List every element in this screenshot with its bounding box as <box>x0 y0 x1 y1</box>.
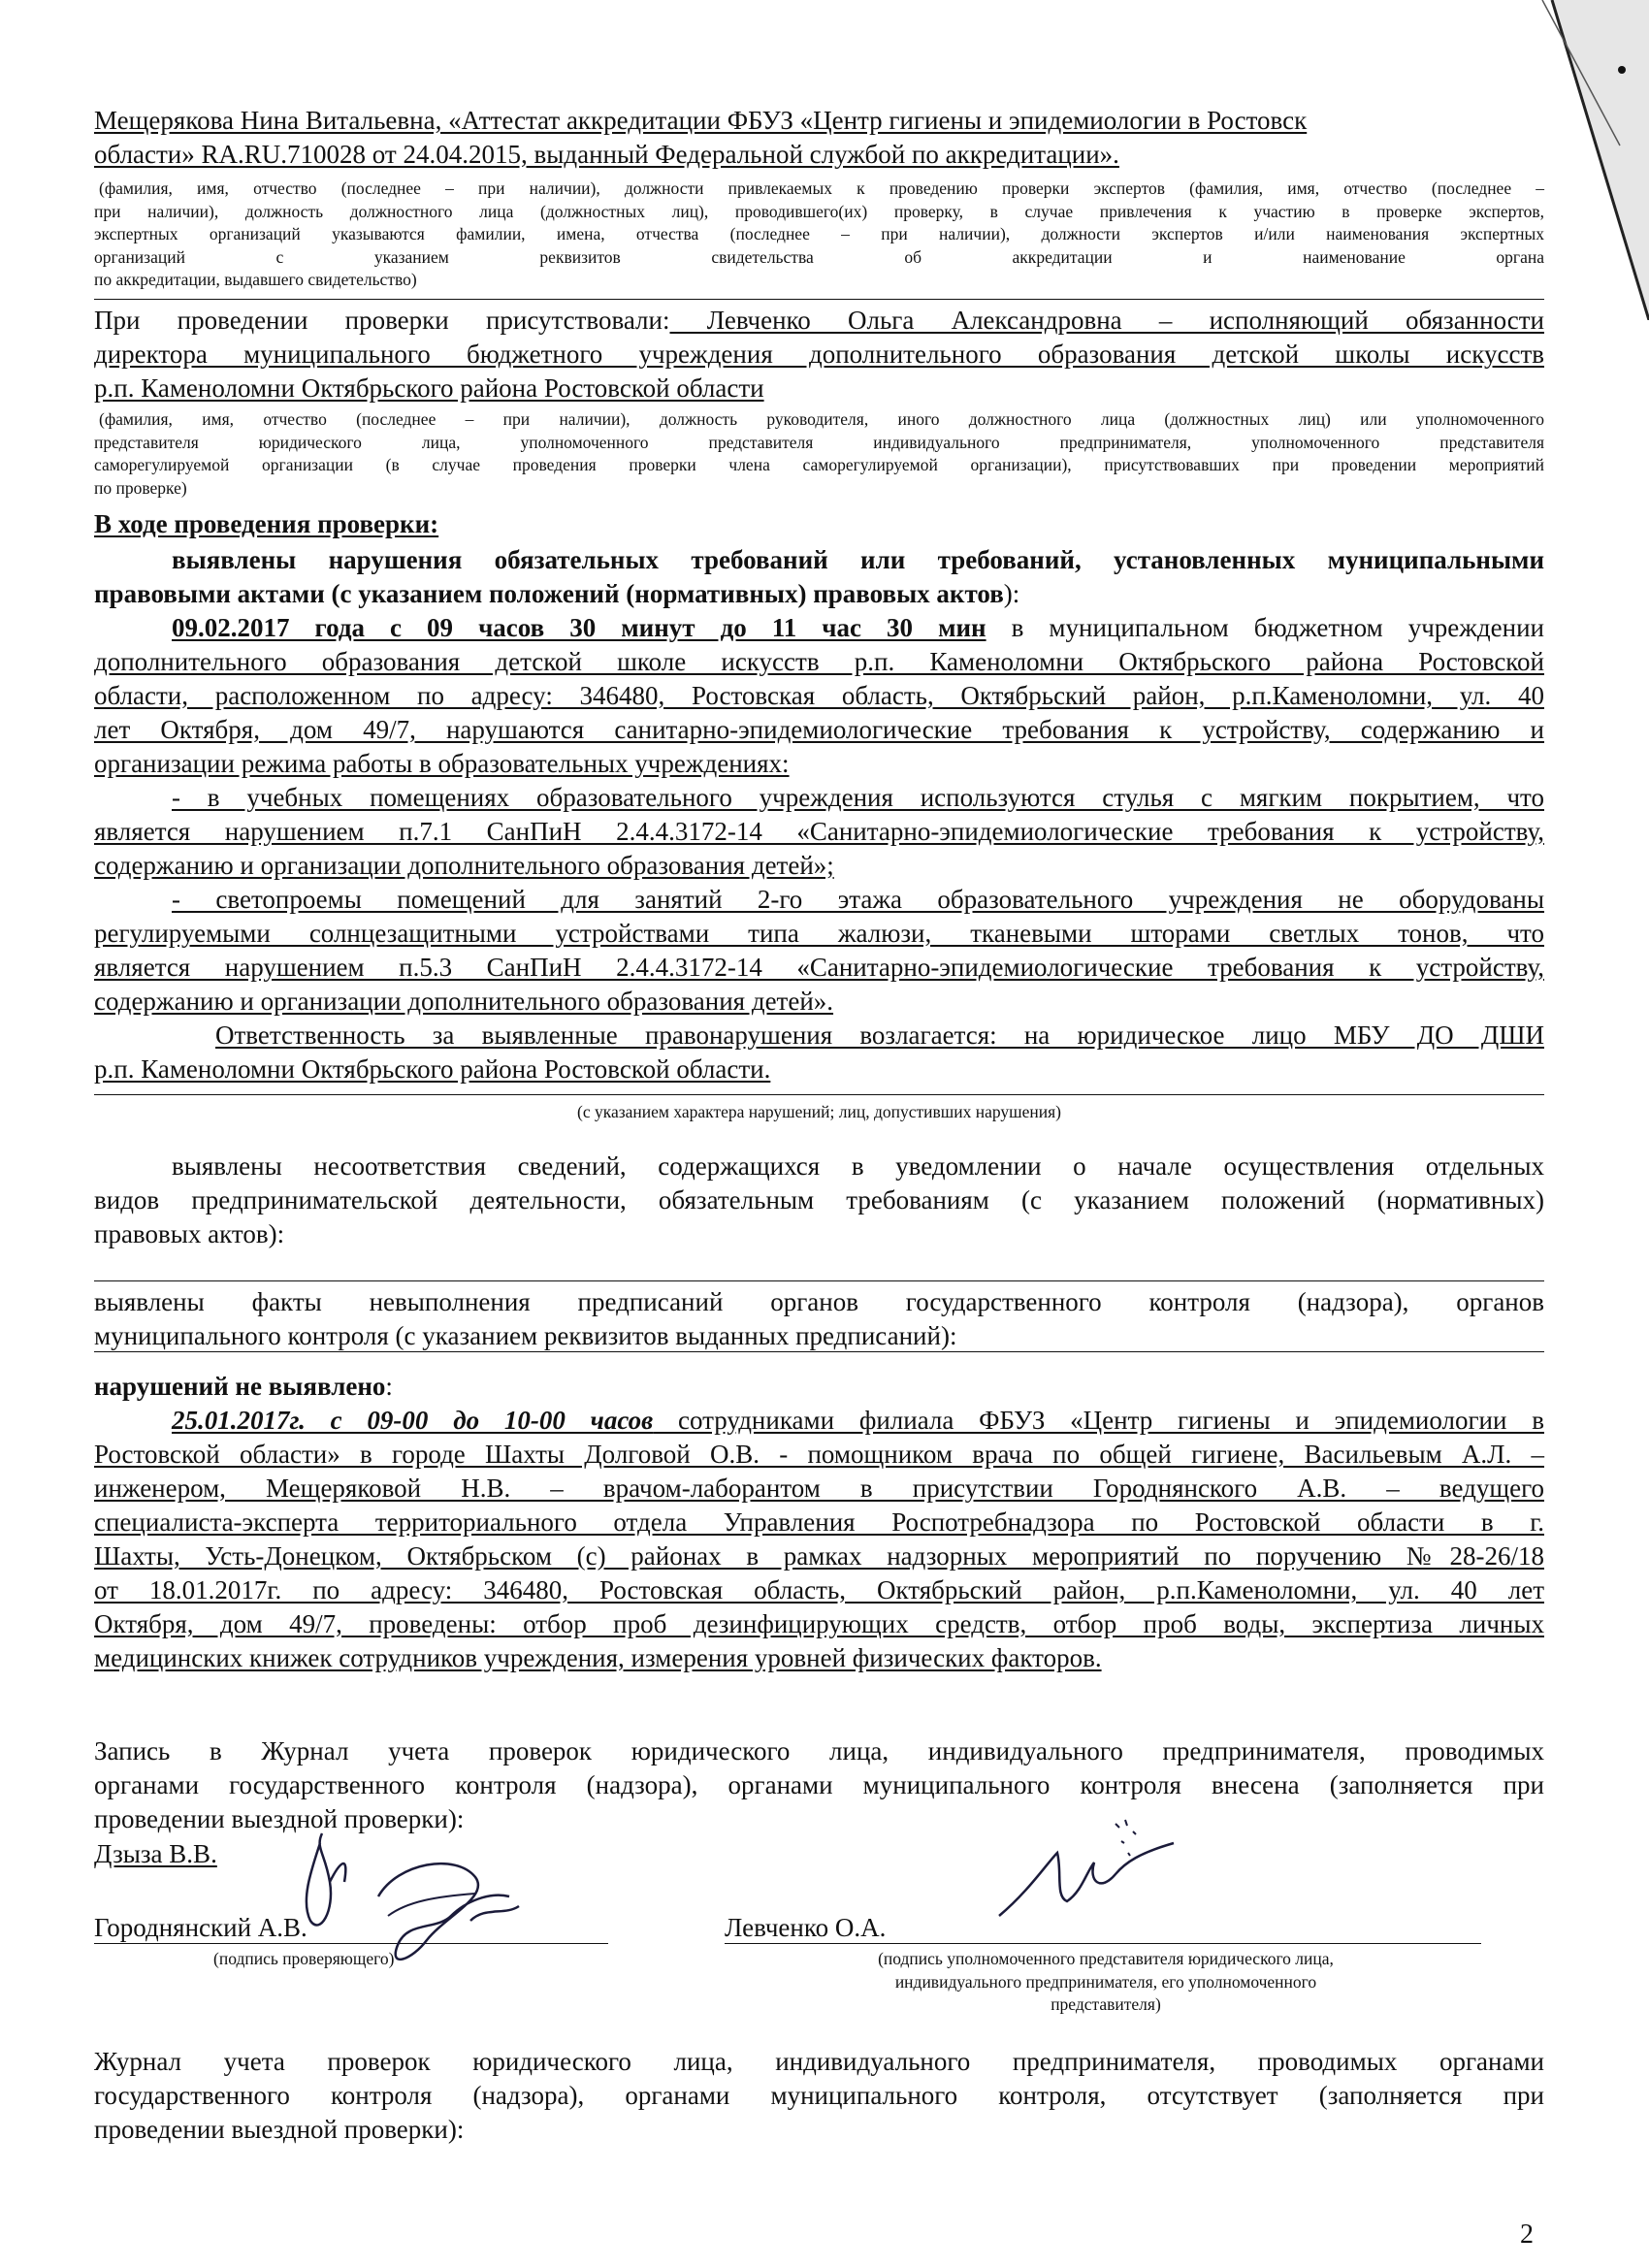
inspector-name-2: Городнянский А.В. <box>94 1913 307 1942</box>
divider <box>94 299 1544 300</box>
representative-name: Левченко О.А. <box>725 1913 887 1942</box>
inspector-name-1: Дзыза В.В. <box>94 1839 217 1868</box>
inspector-signature <box>281 1824 572 1979</box>
experts-line-2: области» RA.RU.710028 от 24.04.2015, выданный Федеральной службой по аккредитации». <box>94 140 1119 169</box>
journal-absent: Журнал учета проверок юридического лица, индивидуального предпринимателя, проводимых органами государственного контроля (надзора), органами муниципального контроля, отсутствует (заполняется при проведении выездной проверки): <box>94 2047 1544 2144</box>
representative-caption: (подпись уполномоченного представителя юридического лица, индивидуального предпринимателя, его уполномоченного представителя) <box>878 1949 1334 2014</box>
present-name: Левченко Ольга Александровна – исполняющий обязанности <box>669 306 1544 335</box>
violations-text: 09.02.2017 года с 09 часов 30 минут до 11 час 30 мин в муниципальном бюджетном учреждении дополнительного образования детской школе искусств р.п. Каменоломни Октябрьского района Ростовской области, расположенном по адресу: 346480, Ростовская область, Октябрьский район, р.п.Каменоломни, ул. 40 лет Октября, дом 49/7, нарушаются санитарно-эпидемиологические требования к устройству, содержанию и организации режима работы в образовательных учреждениях: - в учебных помещениях образовательного учреждения используются стулья с мягким покрытием, что является нарушением п.7.1 СанПиН 2.4.4.3172-14 «Санитарно-эпидемиологические требования к устройству, содержанию и организации дополнительного образования детей»; - светопроемы помещений для занятий 2-го этажа образовательного учреждения не оборудованы регулируемыми солнцезащитными устройствами типа жалюзи, тканевыми шторами светлых тонов, что является нарушением п.5.3 СанПиН 2.4.4.3172-14 «Санитарно-эпидемиологические требования к устройству, содержанию и организации дополнительного образования детей». Ответственность за выявленные правонарушения возлагается: на юридическое лицо МБУ ДО ДШИ р.п. Каменоломни Октябрьского района Ростовской области. <box>94 613 1544 1084</box>
violation-item-1: - в учебных помещениях образовательного учреждения используются стулья с мягким покрытием, что <box>172 783 1544 812</box>
no-violations-label: нарушений не выявлено <box>94 1372 386 1401</box>
experts-line-1: Мещерякова Нина Витальевна, «Аттестат аккредитации ФБУЗ «Центр гигиены и эпидемиологии в Ростовск <box>94 106 1308 135</box>
representative-signature-line <box>725 1943 1481 1944</box>
inspector-caption: (подпись проверяющего) <box>213 1949 395 1968</box>
page-number: 2 <box>1520 2219 1534 2250</box>
sampling-date: 25.01.2017г. с 09-00 до 10-00 часов <box>172 1406 654 1435</box>
no-violations-block: нарушений не выявлено: 25.01.2017г. с 09-00 до 10-00 часов сотрудниками филиала ФБУЗ «Центр гигиены и эпидемиологии в Ростовской области» в городе Шахты Долговой О.В. - помощником врача по общей гигиене, Васильевым А.Л. – инженером, Мещеряковой Н.В. – врачом-лаборантом в присутствии Городнянского А.В. – ведущего специалиста-эксперта территориального отдела Управления Роспотребнадзора по Ростовской области в г. Шахты, Усть-Донецком, Октябрьском (с) районах в рамках надзорных мероприятий по поручению №28-26/18 от 18.01.2017г. по адресу: 346480, Ростовская область, Октябрьский район, р.п.Каменоломни, ул. 40 лет Октября, дом 49/7, проведены: отбор проб дезинфицирующих средств, отбор проб воды, экспертиза личных медицинских книжек сотрудников учреждения, измерения уровней физических факторов. <box>94 1372 1544 1672</box>
present-note: (фамилия, имя, отчество (последнее – при наличии), должность руководителя, иного должностного лица (должностных лиц) или уполномоченного представителя юридического лица, уполномоченного представителя индивидуального предпринимателя, уполномоченного представителя саморегулируемой организации (в случае проведения проверки члена саморегулируемой организации), присутствовавших при проведении мероприятий по проверке) <box>94 409 1544 498</box>
inspection-date: 09.02.2017 года с 09 часов 30 минут до 11 час 30 мин <box>172 613 986 642</box>
divider <box>94 1351 1544 1352</box>
present-block: При проведении проверки присутствовали: Левченко Ольга Александровна – исполняющий обязанности директора муниципального бюджетного учреждения дополнительного образования детской школы искусств р.п. Каменоломни Октябрьского района Ростовской области <box>94 306 1544 403</box>
representative-signature <box>980 1814 1203 1930</box>
divider <box>94 1094 1544 1095</box>
responsibility-note: (с указанием характера нарушений; лиц, допустивших нарушения) <box>577 1102 1061 1121</box>
divider <box>94 1280 1544 1281</box>
mismatch-block: выявлены несоответствия сведений, содержащихся в уведомлении о начале осуществления отдельных видов предпринимательской деятельности, обязательным требованиям (с указанием положений (нормативных) правовых актов): <box>94 1151 1544 1248</box>
responsibility: Ответственность за выявленные правонарушения возлагается: на юридическое лицо МБУ ДО ДШИ <box>215 1021 1544 1050</box>
journal-record: Запись в Журнал учета проверок юридического лица, индивидуального предпринимателя, проводимых органами государственного контроля (надзора), органами муниципального контроля внесена (заполняется при проведении выездной проверки): <box>94 1736 1544 1833</box>
violations-heading: выявлены нарушения обязательных требований или требований, установленных муниципальными правовыми актами (с указанием положений (нормативных) правовых актов): <box>94 545 1544 608</box>
experts-note: (фамилия, имя, отчество (последнее – при наличии), должности привлекаемых к проведению проверки экспертов (фамилия, имя, отчество (последнее – при наличии), должность должностного лица (должностных лиц), проводившего(их) проверку, в случае привлечения к участию в проверке экспертов, экспертных организаций указываются фамилии, имена, отчества (последнее – при наличии), должности экспертов и/или наименования экспертных организаций с указанием реквизитов свидетельства об аккредитации и наименование органа по аккредитации, выдавшего свидетельство) <box>94 178 1544 289</box>
violation-item-2: - светопроемы помещений для занятий 2-го этажа образовательного учреждения не оборудованы <box>172 885 1544 914</box>
present-label: При проведении проверки присутствовали: <box>94 306 670 335</box>
findings-heading: В ходе проведения проверки: <box>94 509 439 538</box>
orders-block: выявлены факты невыполнения предписаний органов государственного контроля (надзора), органов муниципального контроля (с указанием реквизитов выданных предписаний): <box>94 1287 1544 1350</box>
